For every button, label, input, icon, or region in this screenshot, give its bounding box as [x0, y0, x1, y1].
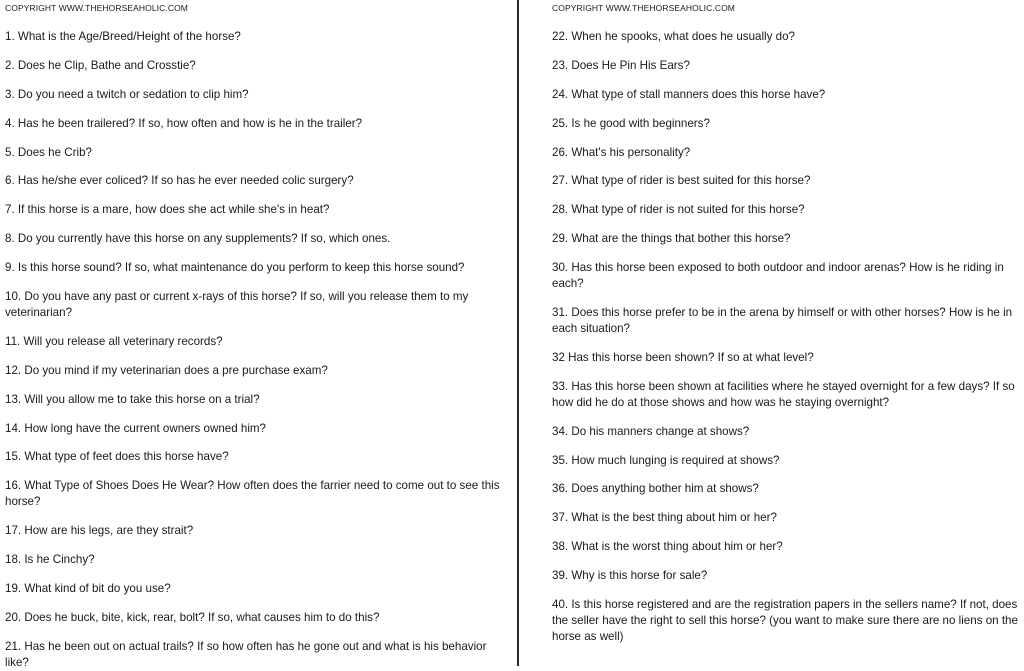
question-item: 19. What kind of bit do you use?: [5, 582, 171, 596]
question-item: 31. Does this horse prefer to be in the arena by himself or with other horses? How is he in each situation?: [552, 306, 1013, 336]
question-item: 18. Is he Cinchy?: [5, 553, 95, 567]
question-item: 3. Do you need a twitch or sedation to clip him?: [5, 87, 249, 101]
question-item: 38. What is the worst thing about him or her?: [552, 540, 783, 554]
question-item: 29. What are the things that bother this horse?: [552, 232, 791, 246]
question-item: 4. Has he been trailered? If so, how often and how is he in the trailer?: [5, 116, 363, 130]
question-item: 22. When he spooks, what does he usually do?: [552, 30, 795, 43]
question-item: 15. What type of feet does this horse have?: [5, 450, 229, 464]
question-item: 6. Has he/she ever coliced? If so has he ever needed colic surgery?: [5, 174, 354, 188]
question-item: 12. Do you mind if my veterinarian does a pre purchase exam?: [5, 363, 328, 377]
question-item: 39. Why is this horse for sale?: [552, 569, 708, 583]
question-item: 16. What Type of Shoes Does He Wear? How often does the farrier need to come out to see this horse?: [5, 479, 500, 509]
question-item: 20. Does he buck, bite, kick, rear, bolt? If so, what causes him to do this?: [5, 610, 380, 624]
question-item: 14. How long have the current owners owned him?: [5, 421, 267, 435]
question-list: [552, 29, 1018, 645]
question-item: 35. How much lunging is required at shows?: [552, 453, 780, 467]
question-item: 23. Does He Pin His Ears?: [552, 58, 690, 72]
question-item: 37. What is the best thing about him or her?: [552, 511, 777, 525]
question-item: 10. Do you have any past or current x-rays of this horse? If so, will you release them to my veterinarian?: [5, 290, 469, 320]
question-item: 2. Does he Clip, Bathe and Crosstie?: [5, 58, 196, 72]
question-item: 1. What is the Age/Breed/Height of the horse?: [5, 30, 241, 43]
question-item: 11. Will you release all veterinary records?: [5, 334, 223, 348]
question-list: [5, 29, 510, 671]
question-item: 25. Is he good with beginners?: [552, 116, 710, 130]
question-item: 27. What type of rider is best suited for this horse?: [552, 174, 811, 188]
question-item: 8. Do you currently have this horse on any supplements? If so, which ones.: [5, 232, 391, 246]
question-item: 30. Has this horse been exposed to both outdoor and indoor arenas? How is he riding in each?: [552, 261, 1004, 291]
question-item: 36. Does anything bother him at shows?: [552, 482, 759, 496]
copyright-notice: COPYRIGHT WWW.THEHORSEAHOLIC.COM: [5, 3, 188, 13]
question-item: 28. What type of rider is not suited for this horse?: [552, 203, 805, 217]
question-item: 33. Has this horse been shown at facilities where he stayed overnight for a few days? If so how did he do at those shows and how was he staying overnight?: [552, 379, 1015, 409]
right-page: [520, 0, 1024, 666]
question-item: 13. Will you allow me to take this horse on a trial?: [5, 392, 260, 406]
question-item: 9. Is this horse sound? If so, what maintenance do you perform to keep this horse sound?: [5, 261, 465, 275]
question-item: 7. If this horse is a mare, how does she act while she's in heat?: [5, 203, 330, 217]
question-item: 26. What's his personality?: [552, 145, 691, 159]
copyright-notice: COPYRIGHT WWW.THEHORSEAHOLIC.COM: [552, 3, 735, 13]
question-item: 34. Do his manners change at shows?: [552, 424, 750, 438]
question-item: 32 Has this horse been shown? If so at what level?: [552, 350, 814, 364]
question-item: 40. Is this horse registered and are the registration papers in the sellers name? If not, does the seller have the right to sell this horse? (you want to make sure there are no liens on the horse as well): [552, 598, 1018, 644]
question-item: 17. How are his legs, are they strait?: [5, 524, 194, 538]
question-item: 21. Has he been out on actual trails? If so how often has he gone out and what is his behavior like?: [5, 639, 487, 669]
page-divider: [517, 0, 519, 666]
question-item: 5. Does he Crib?: [5, 145, 92, 159]
question-item: 24. What type of stall manners does this horse have?: [552, 87, 826, 101]
